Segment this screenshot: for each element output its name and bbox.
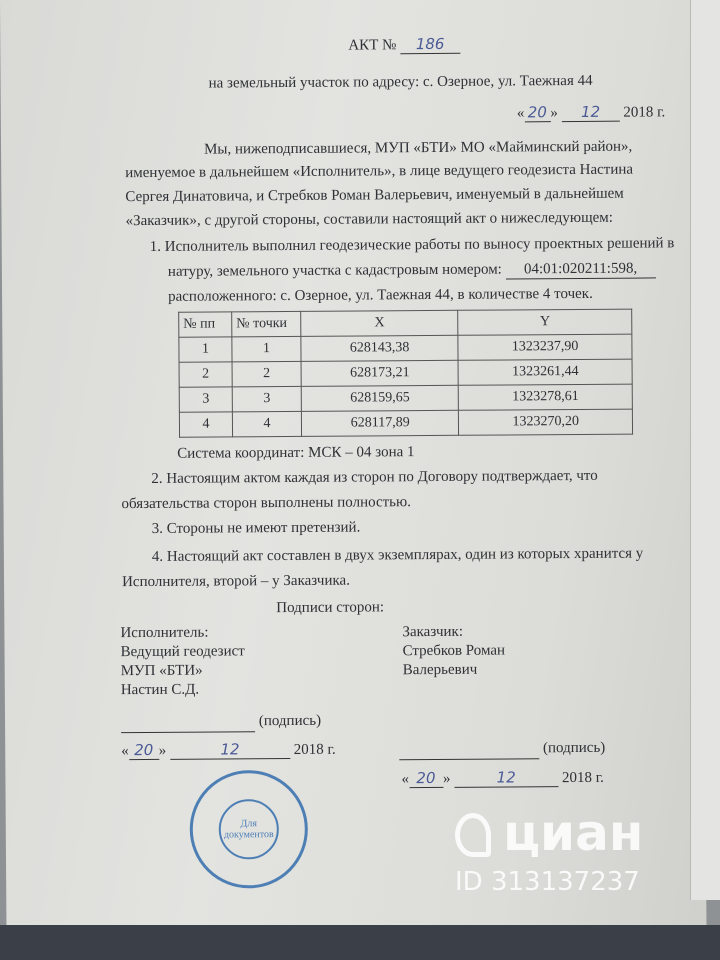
- cell: 628117,89: [301, 410, 459, 436]
- cell: 4: [179, 412, 232, 437]
- watermark-brand: циан: [503, 804, 644, 862]
- cell: 628173,21: [301, 360, 459, 386]
- customer-line: Стребков Роман: [402, 642, 506, 660]
- customer-block: [402, 622, 505, 680]
- customer-month: 12: [454, 768, 558, 788]
- act-number: 186: [400, 35, 460, 54]
- cell: 3: [232, 386, 301, 411]
- date-year: 2018 г.: [623, 104, 666, 121]
- executor-year: 2018 г.: [293, 741, 336, 758]
- stamp-inner: Для документов: [219, 799, 279, 859]
- header-cell: № точки: [232, 311, 301, 336]
- header-cell: № пп: [179, 312, 232, 337]
- address-line: на земельный участок по адресу: с. Озерное, ул. Таежная 44: [208, 72, 593, 92]
- date-month: 12: [561, 103, 619, 122]
- executor-signature: [121, 706, 255, 733]
- header-cell: Y: [458, 309, 632, 335]
- coordinate-system: Система координат: МСК – 04 зона 1: [177, 444, 415, 462]
- customer-signature-line: [399, 733, 605, 760]
- act-title: [348, 35, 460, 55]
- executor-signature-line: [121, 706, 321, 733]
- cell: 4: [232, 411, 301, 436]
- intro-line: Сергея Динатовича, и Стребков Роман Валерьевич, именуемый в дальнейшем: [125, 185, 624, 206]
- cian-logo-icon: [455, 813, 491, 857]
- intro-line: именуемое в дальнейшем «Исполнитель», в лице ведущего геодезиста Настина: [125, 161, 634, 182]
- table-header-row: [179, 309, 632, 337]
- item1-text: натуру, земельного участка с кадастровым номером:: [167, 261, 502, 280]
- watermark: [455, 805, 695, 905]
- cell: 1323237,90: [458, 334, 632, 360]
- cell: 628143,38: [301, 335, 459, 361]
- cell: 1323278,61: [459, 384, 633, 410]
- table-row: [179, 384, 632, 412]
- act-date: « 20 » 12 2018 г.: [516, 102, 666, 122]
- item2-line: обязательства сторон выполнены полностью.: [121, 494, 412, 513]
- executor-block: [120, 623, 245, 700]
- item2-line: 2. Настоящим актом каждая из сторон по Договору подтверждает, что: [151, 467, 598, 487]
- table-row: [179, 359, 632, 387]
- coordinates-table: [178, 309, 633, 438]
- customer-line: Заказчик:: [402, 623, 464, 641]
- customer-day: 20: [409, 769, 443, 788]
- item4-line: 4. Настоящий акт составлен в двух экземплярах, один из которых хранится у: [151, 545, 644, 565]
- table-row: [179, 409, 632, 437]
- executor-month: 12: [170, 740, 290, 760]
- cell: 1323261,44: [458, 359, 632, 385]
- customer-signature: [399, 733, 539, 760]
- executor-sign-label: (подпись): [258, 712, 322, 730]
- executor-line: Настин С.Д.: [120, 681, 200, 699]
- item3: 3. Стороны не имеют претензий.: [151, 519, 361, 537]
- executor-line: МУП «БТИ»: [120, 662, 203, 680]
- executor-line: Ведущий геодезист: [120, 643, 245, 661]
- header-cell: X: [301, 310, 459, 336]
- customer-year: 2018 г.: [561, 769, 604, 787]
- item1-line: 1. Исполнитель выполнил геодезические работы по выносу проектных решений в: [149, 235, 675, 255]
- intro-line: Мы, нижеподписавшиеся, МУП «БТИ» МО «Майминский район»,: [203, 138, 633, 158]
- cell: 628159,65: [301, 385, 459, 411]
- executor-day: 20: [129, 741, 159, 760]
- cell: 1323270,20: [459, 409, 633, 435]
- cell: 3: [179, 387, 232, 412]
- table-surface: [0, 925, 720, 960]
- customer-sign-label: (подпись): [542, 739, 606, 757]
- customer-date: « 20 » 12 2018 г.: [401, 768, 604, 788]
- adjacent-page-edge: [690, 0, 720, 900]
- cadastral-number: 04:01:020211:598,: [506, 260, 656, 279]
- customer-line: Валерьевич: [402, 661, 478, 679]
- date-day: 20: [524, 103, 550, 122]
- act-title-label: АКТ №: [348, 37, 397, 54]
- executor-date: « 20 » 12 2018 г.: [121, 740, 336, 760]
- item1-line: расположенного: с. Озерное, ул. Таежная 44, в количестве 4 точек.: [168, 285, 593, 305]
- executor-line: Исполнитель:: [120, 624, 209, 642]
- cell: 2: [179, 362, 232, 387]
- official-stamp: [189, 770, 308, 889]
- signatures-title: Подписи сторон:: [276, 599, 385, 617]
- item1-line: [168, 260, 656, 281]
- table-row: [179, 334, 632, 362]
- watermark-id: ID 313137237: [455, 867, 640, 897]
- cell: 2: [232, 361, 301, 386]
- cell: 1: [232, 336, 301, 361]
- item4-line: Исполнителя, второй – у Заказчика.: [122, 572, 350, 591]
- intro-line: «Заказчик», с другой стороны, составили настоящий акт о нижеследующем:: [125, 209, 613, 230]
- cell: 1: [179, 337, 232, 362]
